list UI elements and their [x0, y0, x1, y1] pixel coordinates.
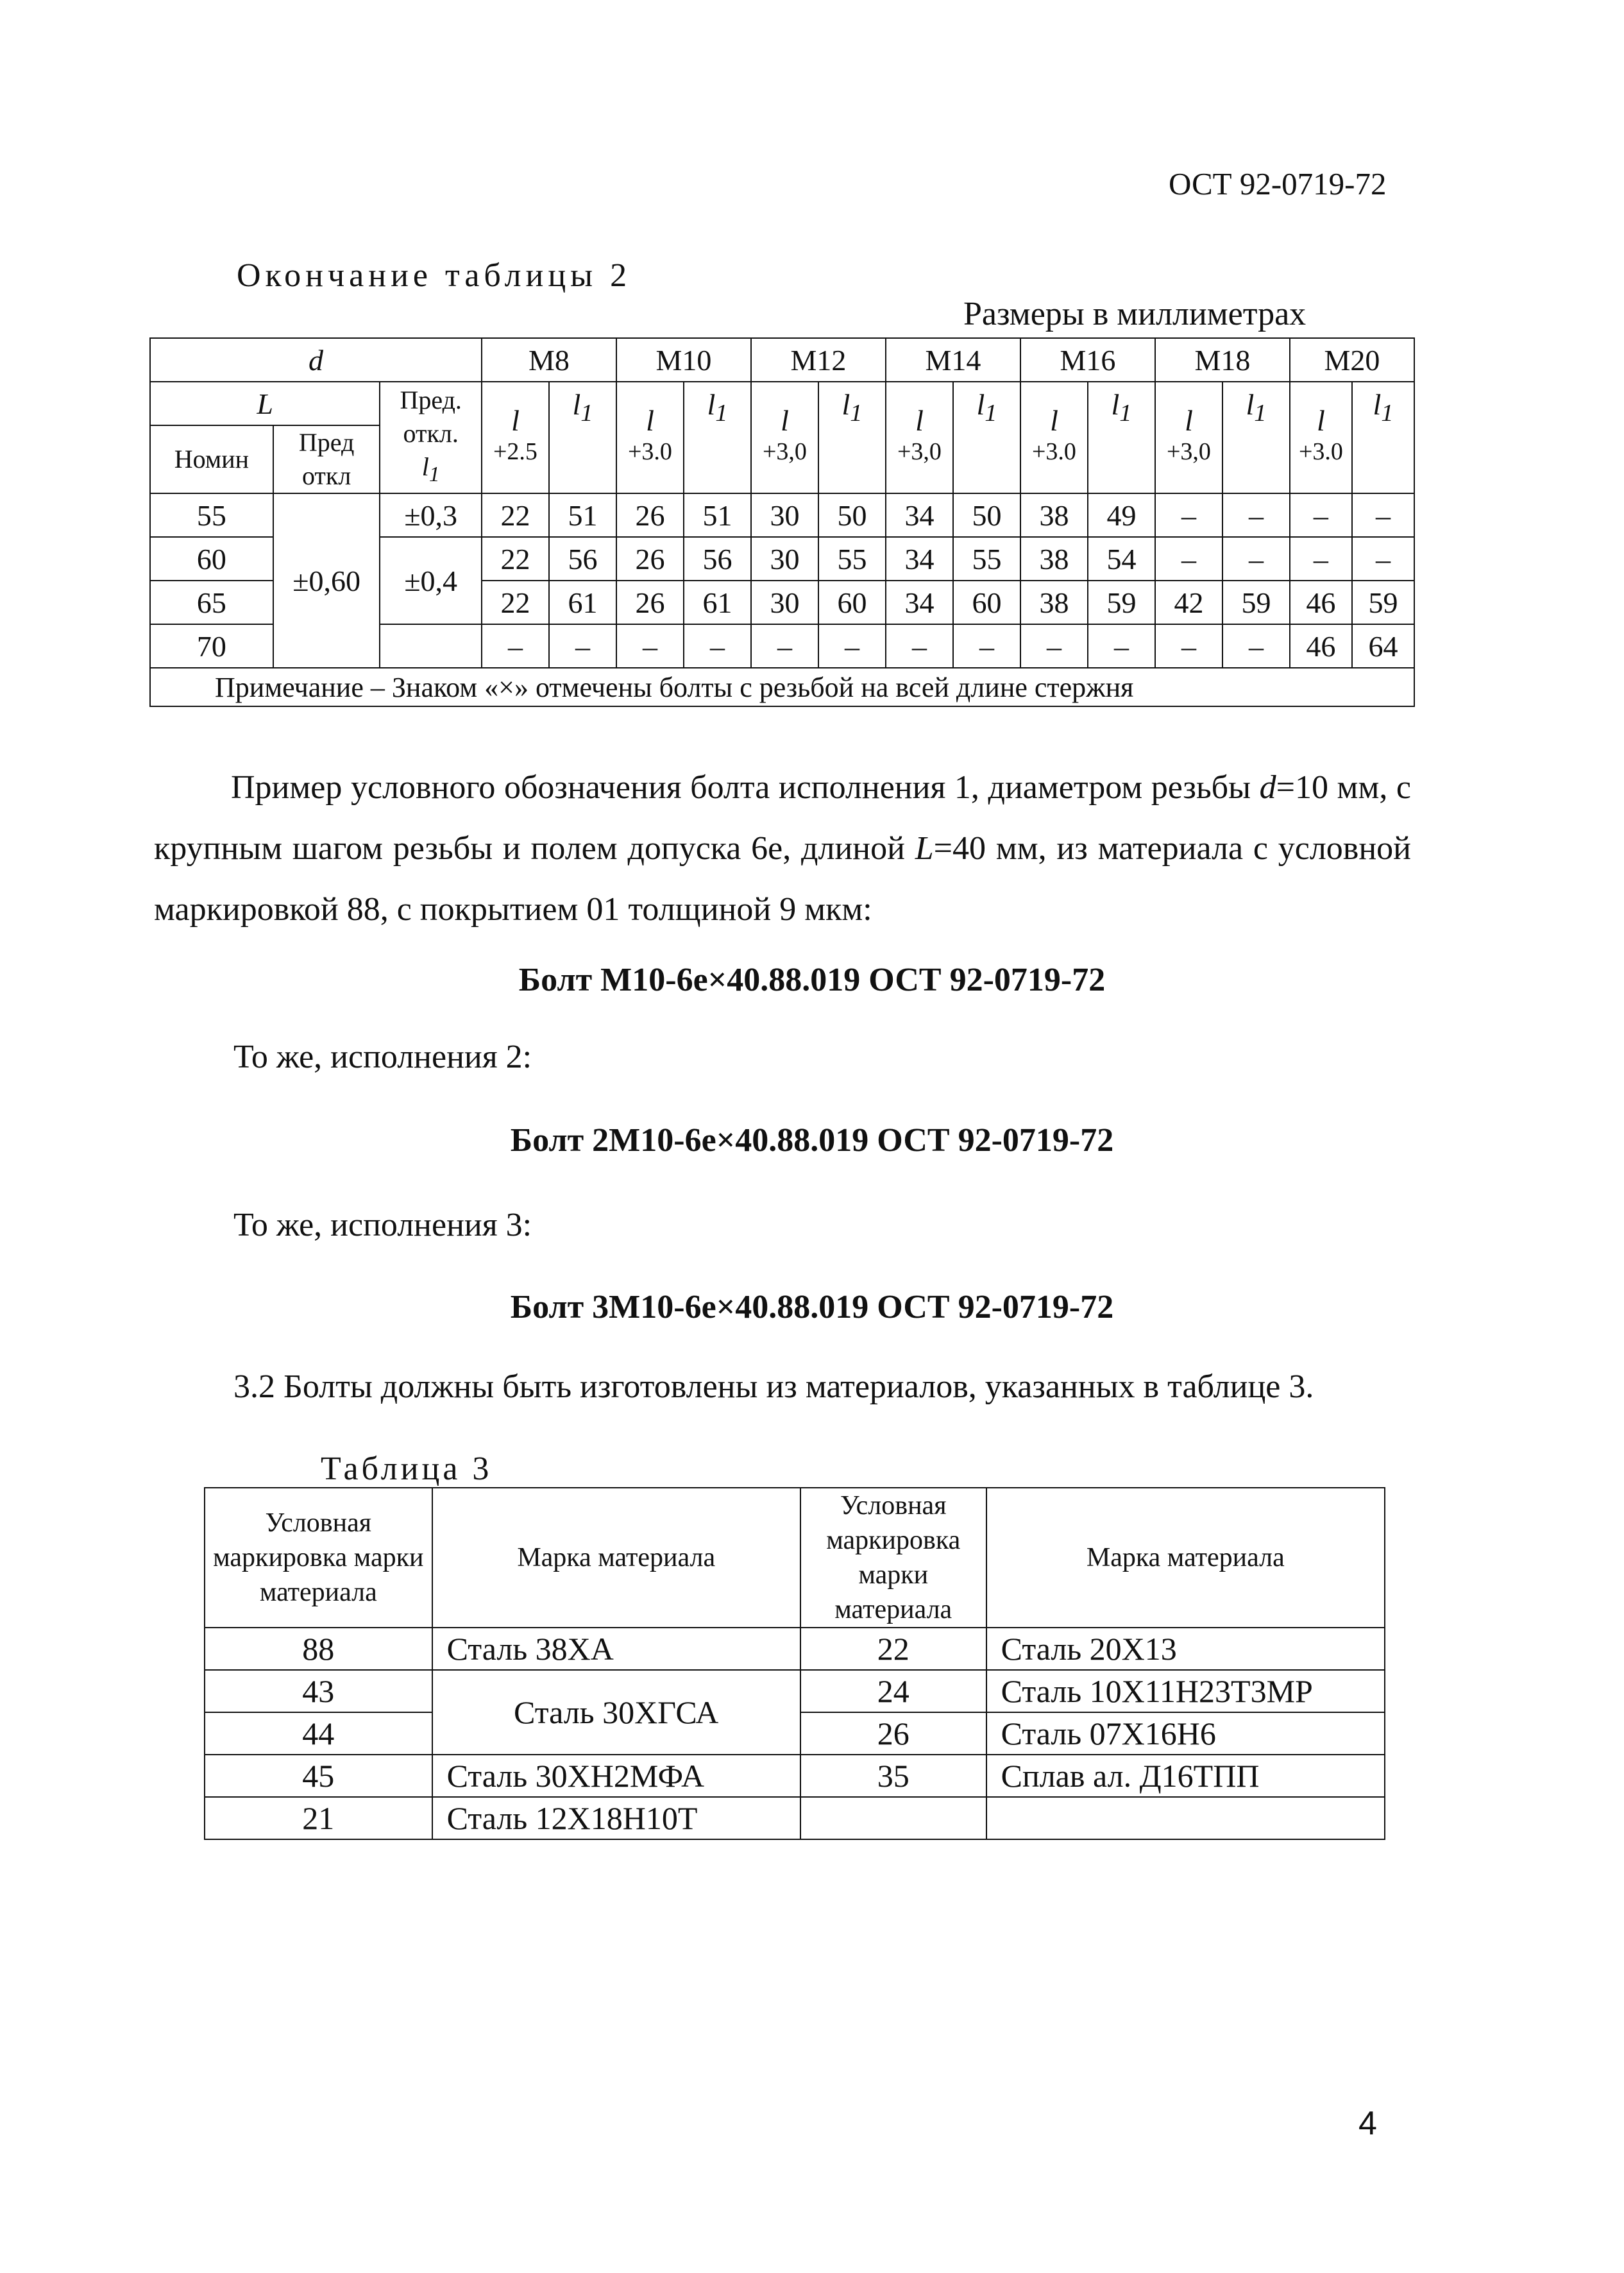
mark-header: Условная маркировка марки материала: [205, 1488, 432, 1628]
value-cell: 34: [886, 537, 953, 581]
value-cell: –: [1155, 624, 1222, 668]
value-cell: 49: [1088, 493, 1155, 537]
value-cell: –: [549, 624, 616, 668]
value-cell: –: [1352, 493, 1414, 537]
table2-caption: Окончание таблицы 2: [237, 257, 632, 294]
l-label: l: [1050, 404, 1058, 437]
table-row: [150, 493, 1414, 537]
l1-label: l: [976, 388, 985, 421]
material-header: Марка материала: [432, 1488, 800, 1628]
value-cell: –: [1222, 537, 1290, 581]
tolerance: +3.0: [1298, 438, 1343, 465]
otkl-label: откл.: [403, 419, 459, 448]
table2-body: [150, 493, 1414, 668]
value-cell: 64: [1352, 624, 1414, 668]
l1-subscript: 1: [715, 400, 728, 427]
value-cell: 50: [818, 493, 886, 537]
value-cell: 54: [1088, 537, 1155, 581]
value-cell: 30: [751, 493, 818, 537]
value-cell: 51: [684, 493, 751, 537]
table-2: [149, 337, 1415, 707]
value-cell: –: [1020, 624, 1088, 668]
value-cell: 22: [482, 581, 549, 624]
tolerance: +2.5: [493, 438, 537, 465]
material-cell: Сталь 10Х11Н23Т3МР: [986, 1670, 1385, 1712]
material-header: Марка материала: [986, 1488, 1385, 1628]
value-cell: 30: [751, 581, 818, 624]
mark-cell: 35: [800, 1755, 986, 1797]
value-cell: 30: [751, 537, 818, 581]
value-cell: 59: [1222, 581, 1290, 624]
tolerance: +3,0: [762, 438, 807, 465]
value-cell: 38: [1020, 581, 1088, 624]
param-cell: [684, 382, 751, 493]
pred-otkl-l1-header: [380, 382, 482, 493]
table-row: [205, 1670, 1385, 1712]
material-cell: Сталь 30ХГСА: [432, 1670, 800, 1755]
designation-1: Болт М10-6е×40.88.019 ОСТ 92-0719-72: [518, 962, 1106, 998]
value-cell: 42: [1155, 581, 1222, 624]
d-symbol: d: [1259, 769, 1276, 806]
mark-cell: 88: [205, 1628, 432, 1670]
param-cell: [1155, 382, 1222, 493]
value-cell: –: [1155, 537, 1222, 581]
table3-body: [205, 1628, 1385, 1839]
l1-subscript: 1: [580, 400, 593, 427]
d-header: d: [150, 338, 482, 382]
l-label: l: [646, 404, 654, 437]
mark-cell: 24: [800, 1670, 986, 1712]
l1-label: l: [1111, 388, 1120, 421]
example-paragraph: [154, 757, 1411, 940]
table3-header-row: [205, 1488, 1385, 1628]
param-cell: [616, 382, 684, 493]
value-cell: 38: [1020, 537, 1088, 581]
l1-label: l: [707, 388, 716, 421]
value-cell: 22: [482, 493, 549, 537]
size-header: M12: [751, 338, 886, 382]
value-cell: 60: [818, 581, 886, 624]
page-number: 4: [1358, 2105, 1377, 2142]
l1-label: l: [1373, 388, 1382, 421]
material-cell: Сплав ал. Д16ТПП: [986, 1755, 1385, 1797]
value-cell: –: [953, 624, 1020, 668]
material-cell: Сталь 07Х16Н6: [986, 1712, 1385, 1755]
l-label: l: [1317, 404, 1325, 437]
size-header: M10: [616, 338, 751, 382]
same-variant-3: То же, исполнения 3:: [233, 1207, 532, 1243]
same-variant-2: То же, исполнения 2:: [233, 1039, 532, 1075]
value-cell: 46: [1290, 581, 1352, 624]
tolerance: +3,0: [1166, 438, 1211, 465]
L-symbol: L: [915, 830, 934, 867]
param-cell: [549, 382, 616, 493]
l1-tolerance: ±0,4: [380, 537, 482, 624]
value-cell: 56: [684, 537, 751, 581]
value-cell: –: [616, 624, 684, 668]
value-cell: 34: [886, 493, 953, 537]
pred-label: Пред: [298, 428, 355, 457]
l-label: l: [1185, 404, 1193, 437]
value-cell: –: [886, 624, 953, 668]
mark-cell: 21: [205, 1797, 432, 1839]
mark-header: Условная маркировка марки материала: [800, 1488, 986, 1628]
material-cell: [986, 1797, 1385, 1839]
l1-subscript: 1: [1254, 400, 1267, 427]
mark-cell: 43: [205, 1670, 432, 1712]
L-value: 65: [150, 581, 273, 624]
mark-cell: 22: [800, 1628, 986, 1670]
text-run: =40 мм, из материала с условной маркировкой 88, с покрытием 01 толщиной 9 мкм:: [154, 830, 1412, 928]
L-value: 70: [150, 624, 273, 668]
empty-cell: [380, 624, 482, 668]
value-cell: –: [1088, 624, 1155, 668]
l1-subscript: 1: [428, 463, 440, 486]
value-cell: 59: [1352, 581, 1414, 624]
l1-symbol: l: [421, 452, 429, 481]
tolerance: +3,0: [897, 438, 942, 465]
otkl-label: откл: [301, 461, 351, 490]
text-run: =10 мм, с крупным шагом резьбы и полем допуска 6е, длиной: [154, 769, 1411, 867]
document-code: ОСТ 92-0719-72: [1169, 166, 1387, 201]
table-row: [205, 1628, 1385, 1670]
param-cell: [751, 382, 818, 493]
param-cell: [953, 382, 1020, 493]
size-header: M8: [482, 338, 616, 382]
param-cell: [818, 382, 886, 493]
value-cell: 50: [953, 493, 1020, 537]
value-cell: 34: [886, 581, 953, 624]
param-cell: [482, 382, 549, 493]
l1-tolerance: ±0,3: [380, 493, 482, 537]
value-cell: –: [1155, 493, 1222, 537]
value-cell: –: [1222, 493, 1290, 537]
size-header: M20: [1290, 338, 1414, 382]
value-cell: 61: [684, 581, 751, 624]
mark-cell: 26: [800, 1712, 986, 1755]
table2-note-row: [150, 668, 1414, 706]
table-row: [205, 1797, 1385, 1839]
value-cell: –: [1222, 624, 1290, 668]
param-cell: [1020, 382, 1088, 493]
l-label: l: [915, 404, 924, 437]
l-label: l: [511, 404, 520, 437]
param-cell: [1088, 382, 1155, 493]
table2-param-row: [150, 382, 1414, 425]
value-cell: 59: [1088, 581, 1155, 624]
L-value: 60: [150, 537, 273, 581]
mark-cell: [800, 1797, 986, 1839]
material-cell: Сталь 38ХА: [432, 1628, 800, 1670]
param-cell: [886, 382, 953, 493]
value-cell: 51: [549, 493, 616, 537]
param-cell: [1290, 382, 1352, 493]
L-header: L: [150, 382, 380, 425]
value-cell: 61: [549, 581, 616, 624]
units-note: Размеры в миллиметрах: [963, 296, 1307, 332]
value-cell: –: [1290, 537, 1352, 581]
pred-label: Пред.: [400, 386, 462, 414]
L-tolerance: ±0,60: [273, 493, 380, 668]
table2-size-row: [150, 338, 1414, 382]
material-cell: Сталь 20Х13: [986, 1628, 1385, 1670]
param-cell: [1222, 382, 1290, 493]
L-value: 55: [150, 493, 273, 537]
material-cell: Сталь 30ХН2МФА: [432, 1755, 800, 1797]
value-cell: 26: [616, 581, 684, 624]
value-cell: –: [1352, 537, 1414, 581]
size-header: M14: [886, 338, 1020, 382]
l1-subscript: 1: [1381, 400, 1394, 427]
value-cell: 26: [616, 537, 684, 581]
example-text: [154, 757, 1411, 940]
value-cell: –: [482, 624, 549, 668]
designation-3: Болт 3М10-6е×40.88.019 ОСТ 92-0719-72: [510, 1289, 1114, 1325]
text-run: Пример условного обозначения болта исполнения 1, диаметром резьбы: [231, 769, 1260, 806]
l1-label: l: [1246, 388, 1255, 421]
value-cell: 55: [818, 537, 886, 581]
value-cell: 22: [482, 537, 549, 581]
value-cell: 26: [616, 493, 684, 537]
table3-caption: Таблица 3: [321, 1451, 493, 1487]
l1-subscript: 1: [850, 400, 863, 427]
value-cell: –: [684, 624, 751, 668]
l1-label: l: [572, 388, 581, 421]
mark-cell: 45: [205, 1755, 432, 1797]
nomin-header: Номин: [150, 425, 273, 493]
table2-note: Примечание – Знаком «×» отмечены болты с резьбой на всей длине стержня: [150, 668, 1414, 706]
l1-subscript: 1: [1119, 400, 1132, 427]
l1-label: l: [842, 388, 850, 421]
value-cell: 56: [549, 537, 616, 581]
clause-3-2: 3.2 Болты должны быть изготовлены из материалов, указанных в таблице 3.: [233, 1368, 1314, 1405]
value-cell: 46: [1290, 624, 1352, 668]
table-row: [205, 1755, 1385, 1797]
designation-2: Болт 2М10-6е×40.88.019 ОСТ 92-0719-72: [510, 1122, 1114, 1159]
pred-otkl-header: [273, 425, 380, 493]
size-header: M16: [1020, 338, 1155, 382]
l1-subscript: 1: [985, 400, 997, 427]
value-cell: 38: [1020, 493, 1088, 537]
value-cell: –: [818, 624, 886, 668]
mark-cell: 44: [205, 1712, 432, 1755]
material-cell: Сталь 12Х18Н10Т: [432, 1797, 800, 1839]
tolerance: +3.0: [627, 438, 672, 465]
value-cell: 55: [953, 537, 1020, 581]
table-3: [204, 1487, 1385, 1840]
value-cell: –: [1290, 493, 1352, 537]
l-label: l: [781, 404, 789, 437]
value-cell: –: [751, 624, 818, 668]
value-cell: 60: [953, 581, 1020, 624]
size-header: M18: [1155, 338, 1290, 382]
param-cell: [1352, 382, 1414, 493]
tolerance: +3.0: [1031, 438, 1076, 465]
